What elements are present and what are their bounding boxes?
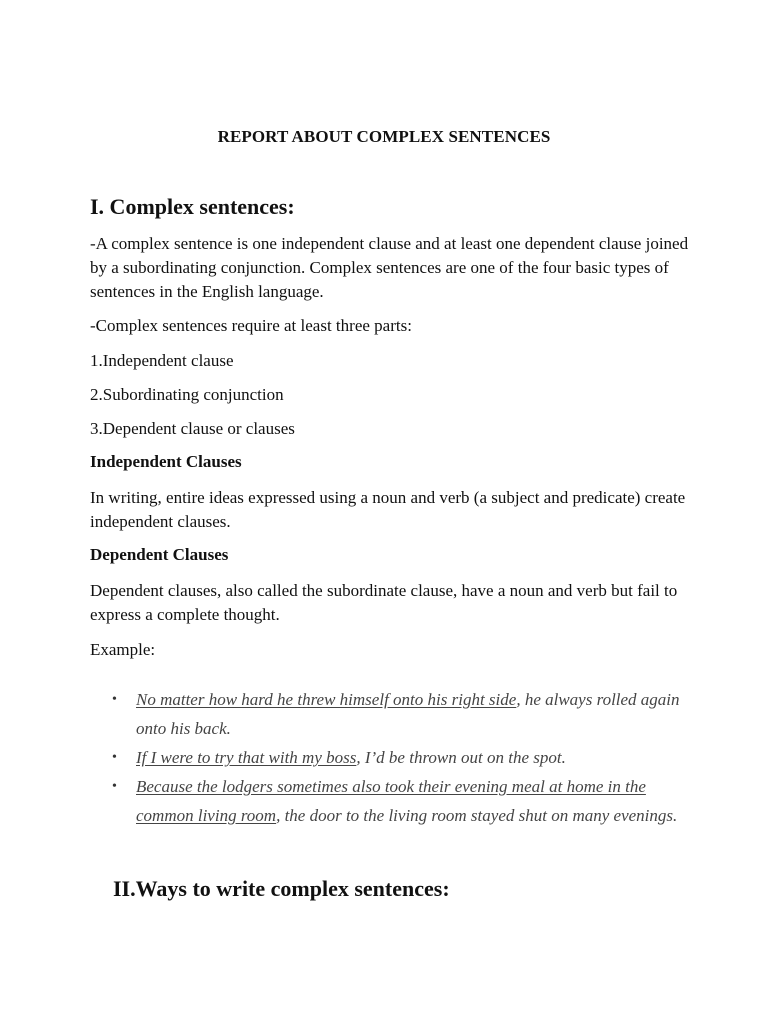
example-independent-clause: , the door to the living room stayed shut on many evenings. [276,806,678,825]
bullet-icon: • [112,750,117,765]
part-item: 1.Independent clause [90,351,234,370]
example-item [112,743,692,772]
part-item: 2.Subordinating conjunction [90,385,284,404]
independent-clauses-text: In writing, entire ideas expressed using a noun and verb (a subject and predicate) create independent clauses. [90,488,686,531]
bullet-icon: • [112,779,117,794]
example-dependent-clause: Because the lodgers sometimes also took their evening meal at home in the common living room [136,777,646,825]
example-independent-clause: , he always rolled again onto his back. [136,690,680,738]
example-item [112,772,692,830]
section-1-heading: I. Complex sentences: [90,194,295,219]
dependent-clauses-text: Dependent clauses, also called the subordinate clause, have a noun and verb but fail to express a complete thought. [90,581,678,624]
section-2-heading: II.Ways to write complex sentences: [113,876,450,901]
example-dependent-clause: No matter how hard he threw himself onto his right side [136,690,517,709]
example-item [112,685,692,743]
part-item: 3.Dependent clause or clauses [90,419,295,438]
parts-intro: -Complex sentences require at least three parts: [90,316,412,335]
intro-paragraph: -A complex sentence is one independent clause and at least one dependent clause joined by a subordinating conjunction. Complex sentences are one of the four basic types of sentences in the English language. [90,234,689,301]
example-dependent-clause: If I were to try that with my boss [136,748,357,767]
document-title: REPORT ABOUT COMPLEX SENTENCES [217,127,551,146]
example-list [112,685,692,830]
example-label: Example: [90,640,156,659]
example-independent-clause: , I’d be thrown out on the spot. [356,748,566,767]
dependent-clauses-heading: Dependent Clauses [90,545,229,564]
bullet-icon: • [112,692,117,707]
independent-clauses-heading: Independent Clauses [90,452,242,471]
